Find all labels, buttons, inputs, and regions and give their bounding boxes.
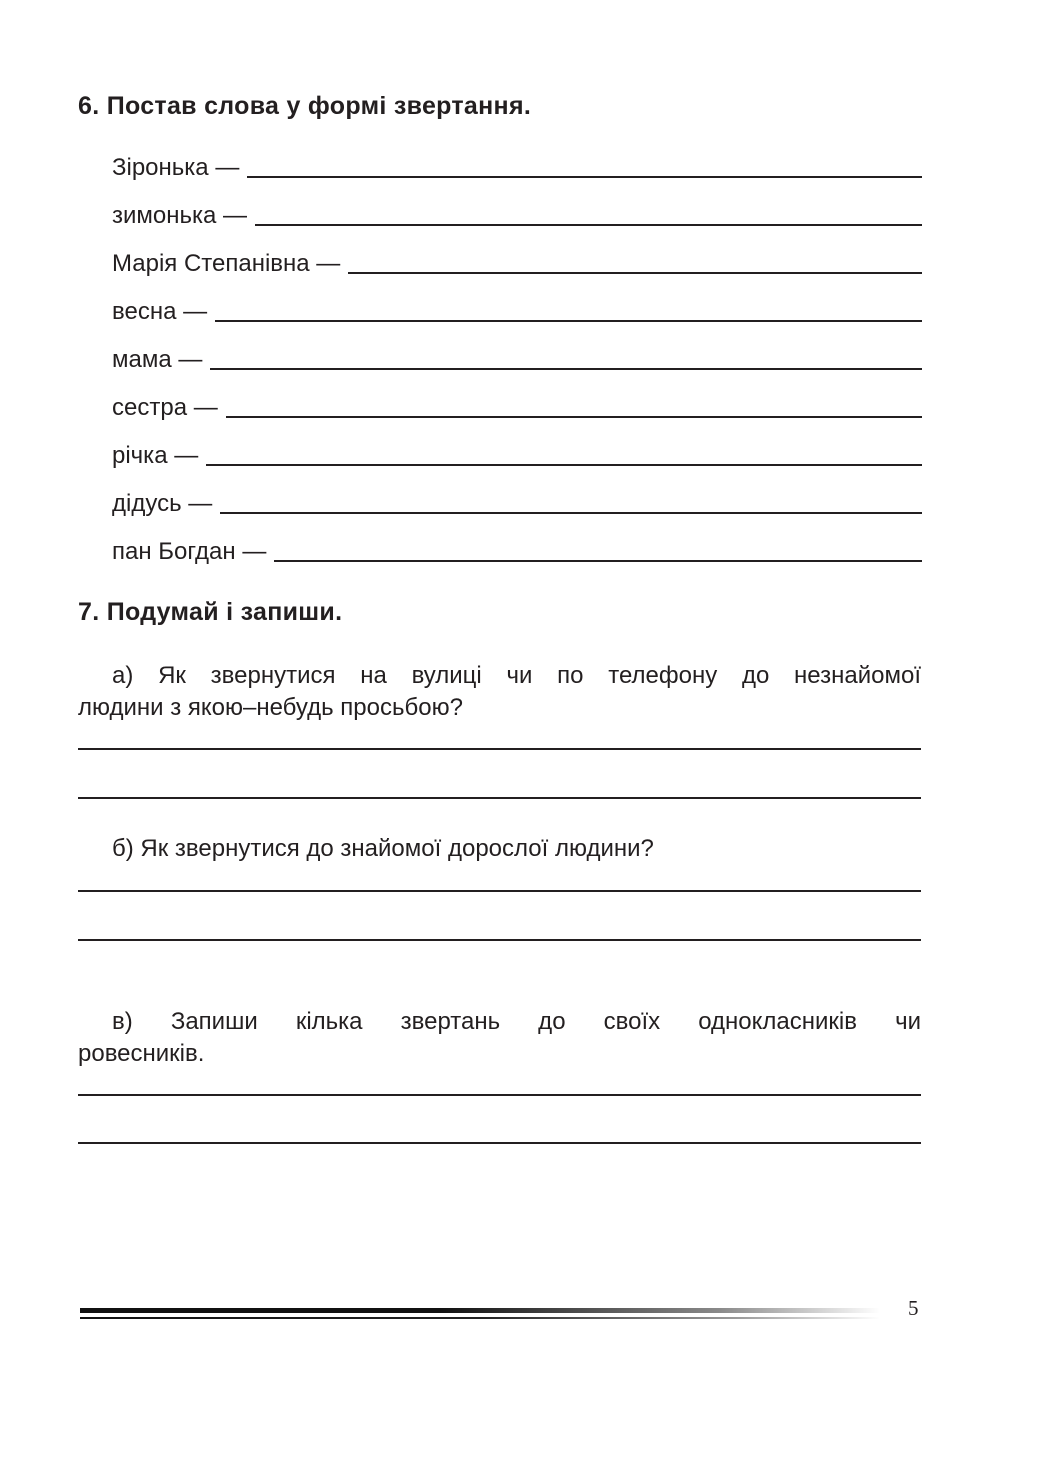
word-label: Зіронька —: [112, 154, 240, 181]
question-b: б) Як звернутися до знайомої дорослої людини?: [112, 835, 654, 862]
word-row: [112, 344, 922, 374]
answer-line[interactable]: [78, 797, 921, 799]
question-c-line-2: ровесників.: [78, 1040, 205, 1067]
answer-line[interactable]: [78, 748, 921, 750]
task-6-heading: 6. Постав слова у формі звертання.: [78, 92, 532, 120]
footer-rule-thick: [80, 1308, 880, 1313]
answer-line[interactable]: [78, 939, 921, 941]
word-row: [112, 248, 922, 278]
word-row: [112, 440, 922, 470]
word-label: весна —: [112, 298, 208, 325]
word-label: мама —: [112, 346, 203, 373]
word-row: [112, 296, 922, 326]
question-a: [78, 660, 921, 724]
question-c-line-1: в) Запиши кілька звертань до своїх однокласників чи: [112, 1008, 921, 1035]
answer-blank[interactable]: [255, 224, 922, 226]
question-a-line-2: людини з якою–небудь просьбою?: [78, 694, 463, 721]
word-label: пан Богдан —: [112, 538, 267, 565]
word-row: [112, 200, 922, 230]
answer-blank[interactable]: [226, 416, 922, 418]
footer-rule-thin: [80, 1317, 880, 1319]
word-label: зимонька —: [112, 202, 248, 229]
task-7-heading: 7. Подумай і запиши.: [78, 598, 343, 626]
answer-blank[interactable]: [274, 560, 922, 562]
answer-blank[interactable]: [220, 512, 922, 514]
answer-blank[interactable]: [215, 320, 922, 322]
answer-blank[interactable]: [206, 464, 922, 466]
word-row: [112, 152, 922, 182]
question-c: [78, 1006, 921, 1070]
answer-line[interactable]: [78, 1142, 921, 1144]
answer-blank[interactable]: [247, 176, 922, 178]
question-a-line-1: а) Як звернутися на вулиці чи по телефону до незнайомої: [112, 662, 921, 689]
word-row: [112, 536, 922, 566]
answer-line[interactable]: [78, 1094, 921, 1096]
page-number: 5: [908, 1296, 919, 1320]
answer-blank[interactable]: [210, 368, 922, 370]
word-label: дідусь —: [112, 490, 213, 517]
answer-blank[interactable]: [348, 272, 922, 274]
word-label: Марія Степанівна —: [112, 250, 341, 277]
answer-line[interactable]: [78, 890, 921, 892]
word-label: річка —: [112, 442, 199, 469]
word-label: сестра —: [112, 394, 218, 421]
word-row: [112, 392, 922, 422]
word-row: [112, 488, 922, 518]
